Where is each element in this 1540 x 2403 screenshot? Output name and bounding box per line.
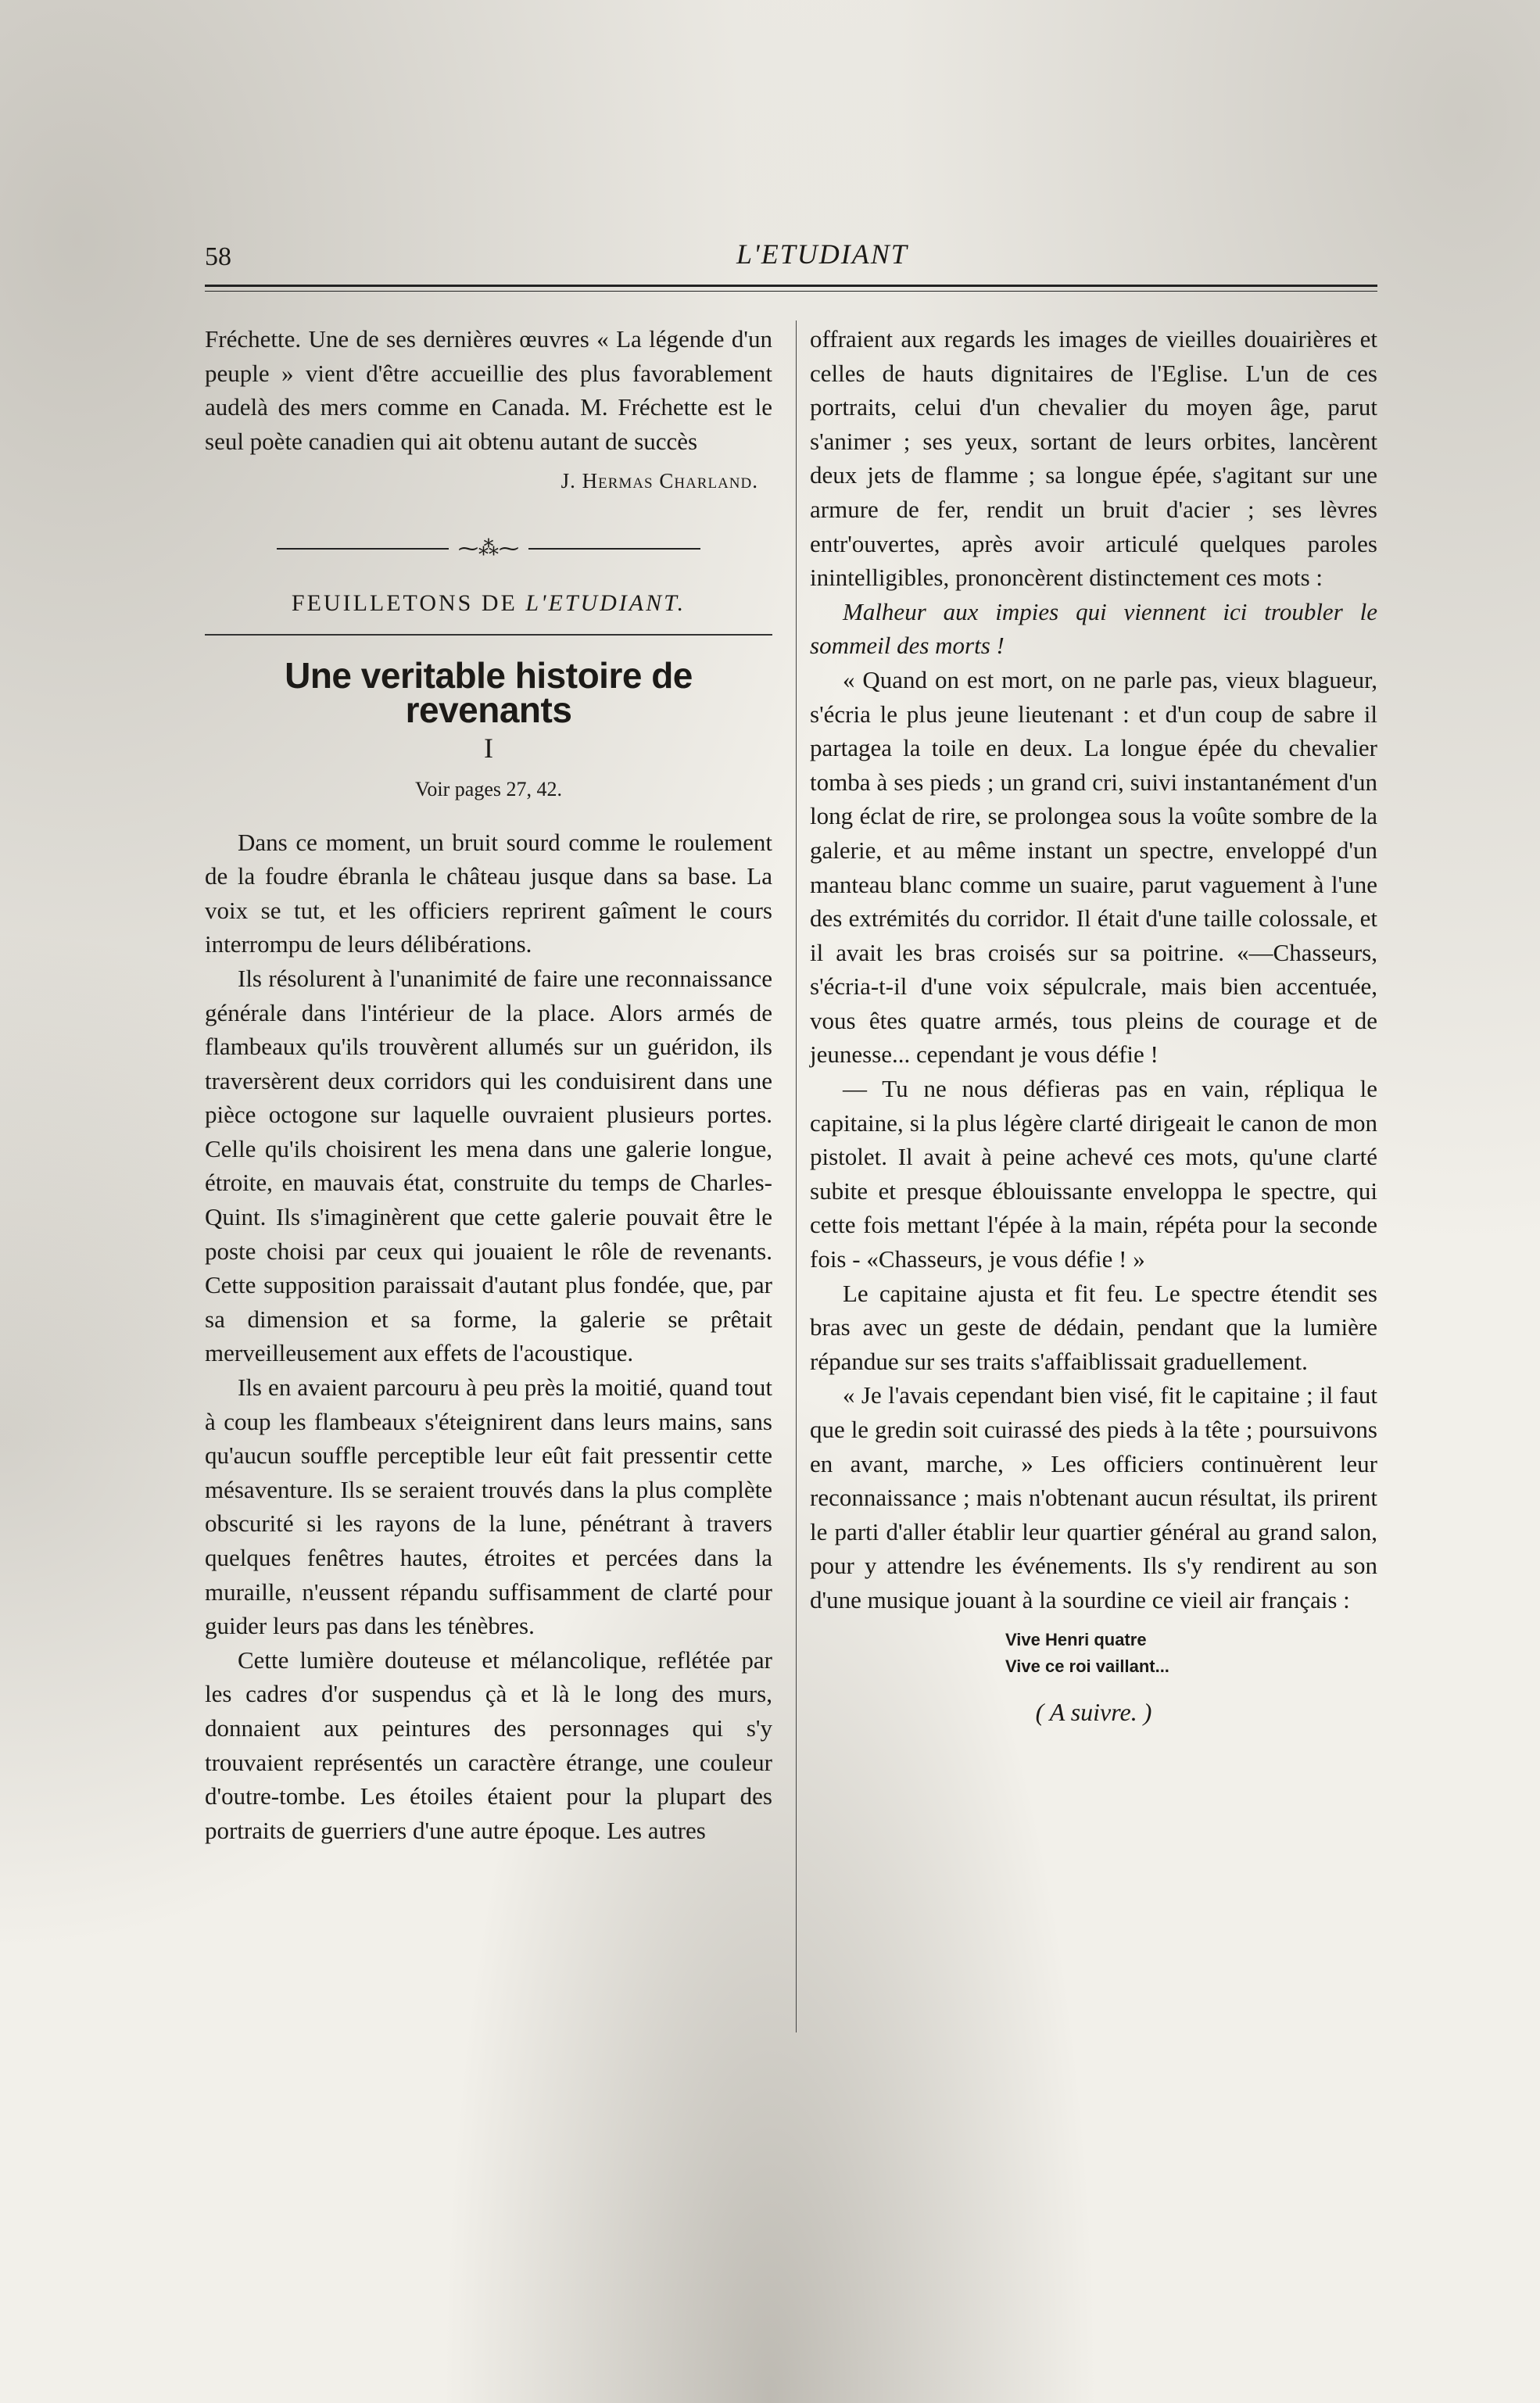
ornamental-divider xyxy=(205,532,772,566)
right-column xyxy=(810,322,1377,1729)
section-heading xyxy=(205,586,772,621)
story-paragraph: Cette lumière douteuse et mélancolique, reflétée par les cadres d'or suspendus çà et là le long des murs, donnaient aux peintures des personnages qui s'y trouvaient représentés un caractère étrange, une couleur d'outre-tombe. Les étoiles étaient pour la plupart des portraits de guerriers d'une autre époque. Les autres xyxy=(205,1646,772,1844)
ornament-flourish: ⁓⁂⁓ xyxy=(458,536,519,560)
section-heading-text: FEUILLETONS DE xyxy=(291,589,526,616)
column-divider xyxy=(796,321,797,2032)
ornament-line-left xyxy=(277,548,449,550)
left-column xyxy=(205,322,772,1847)
section-rule xyxy=(205,634,772,636)
to-be-continued: ( A suivre. ) xyxy=(1035,1697,1152,1726)
song-verse xyxy=(1005,1627,1377,1680)
song-line: Vive Henri quatre xyxy=(1005,1629,1147,1649)
story-paragraph: — Tu ne nous défieras pas en vain, répliqua le capitaine, si la plus légère clarté dirigeait le canon de mon pistolet. Il avait à peine achevé ces mots, qu'une clarté subite et presque éblouissante enveloppa le spectre, qui cette fois mettant l'épée à la main, répéta pour la seconde fois - «Chasseurs, je vous défie ! » xyxy=(810,1075,1377,1273)
intro-paragraph: Fréchette. Une de ses dernières œuvres « La légende d'un peuple » vient d'être accueillie des plus favorablement audelà des mers comme en Canada. M. Fréchette est le seul poète canadien qui ait obtenu autant de succès xyxy=(205,325,772,455)
page-number: 58 xyxy=(205,242,231,271)
see-pages-note: Voir pages 27, 42. xyxy=(414,777,562,800)
chapter-number: I xyxy=(484,732,493,765)
author-signature: J. Hermas Charland. xyxy=(560,469,758,493)
story-paragraph: Ils en avaient parcouru à peu près la moitié, quand tout à coup les flambeaux s'éteignirent dans leurs mains, sans qu'aucun souffle perceptible leur eût fait pressentir cette mésaventure. Ils se seraient trouvés dans la plus complète obscurité si les rayons de la lune, pénétrant à travers quelques fenêtres hautes, étroites et percées dans la muraille, n'eussent répandu suffisamment de clarté pour guider leurs pas dans les ténèbres. xyxy=(205,1373,772,1640)
journal-title: L'ETUDIANT xyxy=(736,238,908,270)
story-paragraph: « Quand on est mort, on ne parle pas, vieux blagueur, s'écria le plus jeune lieutenant : et d'un coup de sabre il partagea la toile en deux. La longue épée du chevalier tomba à ses pieds ; un grand cri, suivi instantanément d'un long éclat de rire, se prolongea sous la voûte sombre de la galerie, et au même instant un spectre, enveloppé d'un manteau blanc comme un suaire, parut vaguement à l'une des extrémités du corridor. Il était d'une taille colossale, et il avait les bras croisés sur sa poitrine. «—Chasseurs, s'écria-t-il d'une voix sépulcrale, mais bien accentuée, vous êtes quatre armés, tous pleins de courage et de jeunesse... cependant je vous défie ! xyxy=(810,665,1377,1069)
section-heading-journal: L'ETUDIANT. xyxy=(525,589,686,616)
header-rule xyxy=(205,285,1377,292)
story-paragraph: Le capitaine ajusta et fit feu. Le spectre étendit ses bras avec un geste de dédain, pendant que la lumière répandue sur ses traits s'affaiblissait graduellement. xyxy=(810,1279,1377,1375)
ornament-line-right xyxy=(528,548,700,550)
story-title: Une veritable histoire de revenants xyxy=(285,655,693,730)
story-paragraph: Ils résolurent à l'unanimité de faire une reconnaissance générale dans l'intérieur de la place. Alors armés de flambeaux qu'ils trouvèrent allumés sur un guéridon, ils traversèrent deux corridors qui les conduisirent dans une pièce octogone sur laquelle ouvraient plusieurs portes. Celle qu'ils choisirent les mena dans une galerie longue, étroite, en mauvais état, construite du temps de Charles-Quint. Ils s'imaginèrent que cette galerie pouvait être le poste choisi par ceux qui jouaient le rôle de revenants. Cette supposition paraissait d'autant plus fondée, que, par sa dimension et sa forme, la galerie se prêtait merveilleusement aux effets de l'acoustique. xyxy=(205,964,772,1367)
page-header xyxy=(205,235,1377,289)
story-paragraph: Dans ce moment, un bruit sourd comme le roulement de la foudre ébranla le château jusque dans sa base. La voix se tut, et les officiers reprirent gaîment le cours interrompu de leurs délibérations. xyxy=(205,828,772,958)
story-paragraph: offraient aux regards les images de vieilles douairières et celles de hauts dignitaires de l'Eglise. L'un de ces portraits, celui d'un chevalier du moyen âge, parut s'animer ; ses yeux, sortant de leurs orbites, lancèrent deux jets de flamme ; sa longue épée, s'agitant sur une armure de fer, rendit un bruit d'acier ; ses lèvres entr'ouvertes, après avoir articulé quelques paroles inintelligibles, prononcèrent distinctement ces mots : xyxy=(810,325,1377,592)
song-line: Vive ce roi vaillant... xyxy=(1005,1656,1169,1676)
story-paragraph: « Je l'avais cependant bien visé, fit le capitaine ; il faut que le gredin soit cuirassé des pieds à la tête ; poursuivons en avant, marche, » Les officiers continuèrent leur reconnaissance ; mais n'obtenant aucun résultat, ils prirent le parti d'aller établir leur quartier général au grand salon, pour y attendre les événements. Ils s'y rendirent au son d'une musique jouant à la sourdine ce vieil air français : xyxy=(810,1381,1377,1613)
ghost-quote: Malheur aux impies qui viennent ici troubler le sommeil des morts ! xyxy=(810,597,1377,660)
